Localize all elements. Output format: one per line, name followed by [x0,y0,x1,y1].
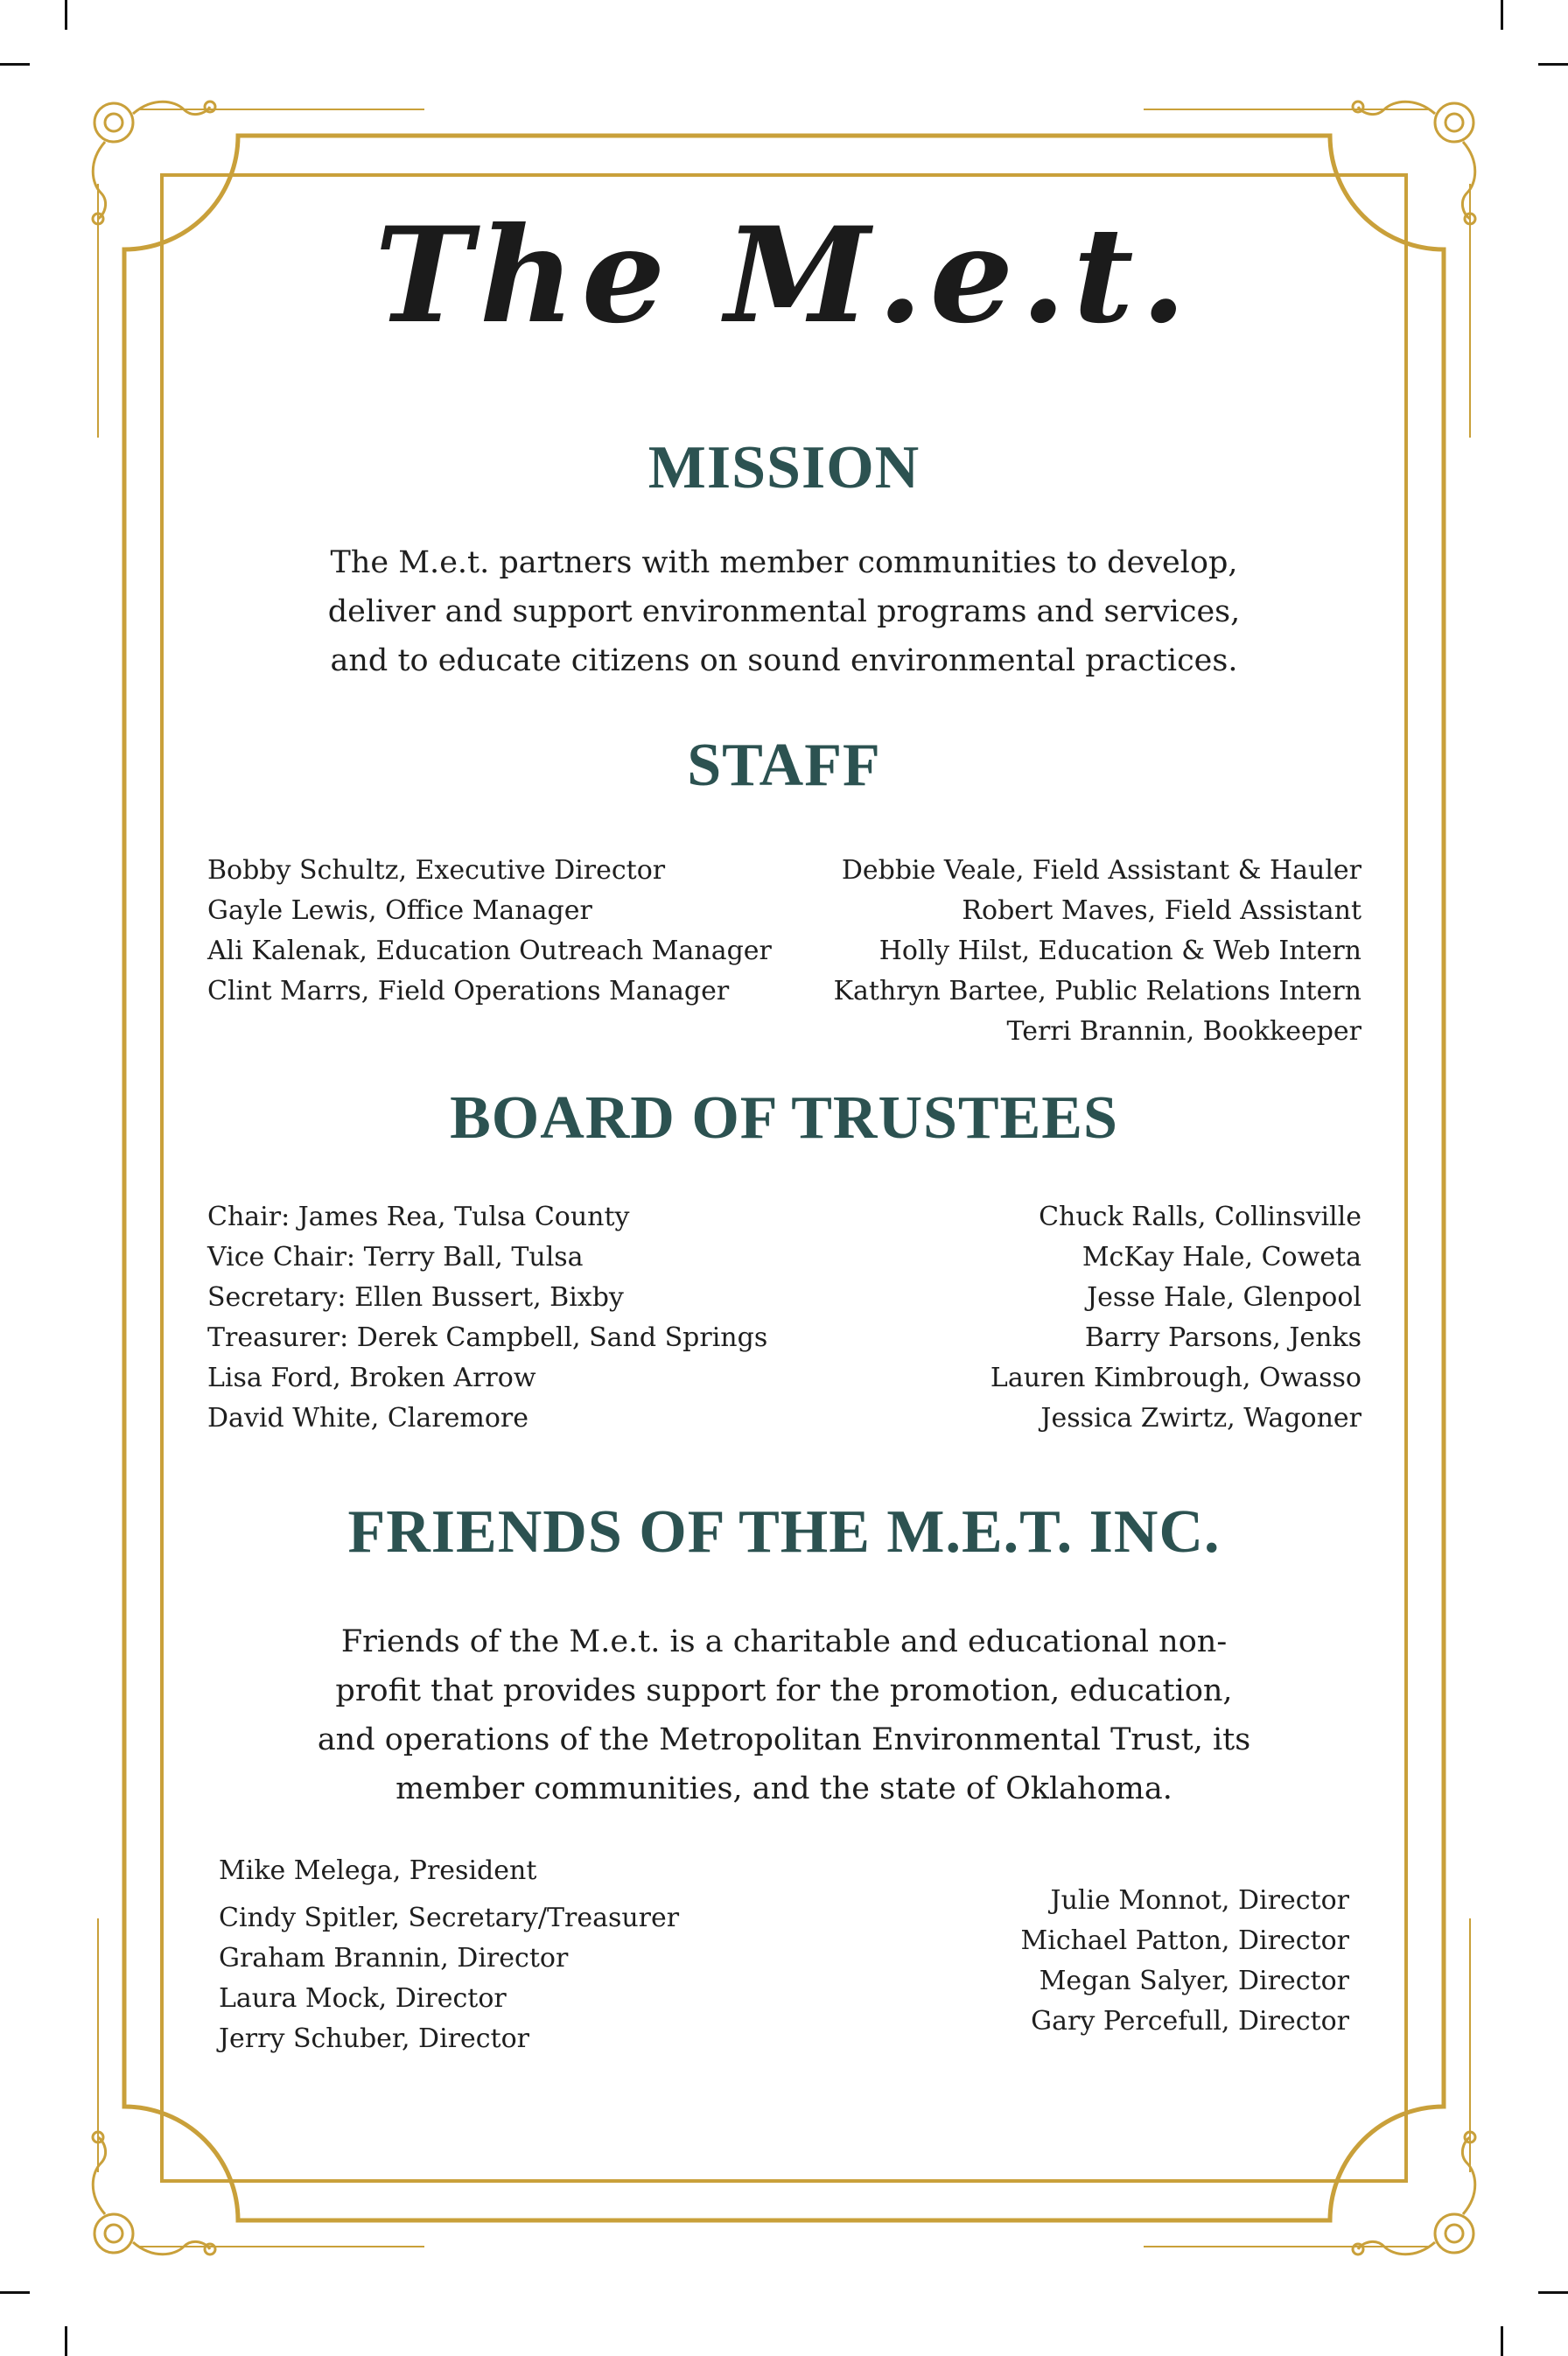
friends-heading: FRIENDS OF THE M.E.T. INC. [347,1498,1221,1566]
staff-list-right [834,851,1362,1052]
flourish-top-left [93,102,215,224]
staff-member: Gayle Lewis, Office Manager [207,895,592,926]
trustee: Barry Parsons, Jenks [1084,1322,1362,1353]
flourish-bottom-left [93,2132,215,2254]
trustee: Secretary: Ellen Bussert, Bixby [207,1282,624,1313]
friends-line: Friends of the M.e.t. is a charitable and educational non- [340,1624,1228,1659]
friends-member: Cindy Spitler, Secretary/Treasurer [219,1903,680,1933]
friends-member: Julie Monnot, Director [1050,1885,1349,1916]
trustee: Vice Chair: Terry Ball, Tulsa [207,1242,584,1273]
flourish-bottom-right [1353,2132,1475,2254]
trustee: Chuck Ralls, Collinsville [1039,1202,1362,1232]
friends-member: Michael Patton, Director [1020,1925,1349,1956]
friends-member: Graham Brannin, Director [219,1943,569,1974]
friends-list-right [1021,1881,1350,2042]
friends-member: Gary Percefull, Director [1031,2006,1349,2037]
trustee: Jessica Zwirtz, Wagoner [1040,1403,1362,1434]
mission-line: The M.e.t. partners with member communities to develop, [330,545,1238,580]
friends-paragraph [0,1617,1568,1813]
staff-list-left [207,851,772,1012]
mission-paragraph [0,538,1568,685]
friends-member: Laura Mock, Director [219,1983,507,2014]
trustee: McKay Hale, Coweta [1082,1242,1362,1273]
staff-heading: STAFF [687,732,881,799]
friends-line: member communities, and the state of Oklahoma. [396,1771,1172,1806]
trustee: David White, Claremore [207,1403,528,1434]
mission-heading: MISSION [648,434,920,501]
friends-line: profit that provides support for the promotion, education, [335,1673,1233,1708]
trustee: Treasurer: Derek Campbell, Sand Springs [207,1322,768,1353]
trustee: Chair: James Rea, Tulsa County [207,1202,630,1232]
staff-member: Terri Brannin, Bookkeeper [1006,1016,1362,1047]
trustee: Lauren Kimbrough, Owasso [990,1363,1362,1393]
board-heading: BOARD OF TRUSTEES [450,1084,1118,1152]
friends-list-left [219,1851,679,2059]
staff-member: Bobby Schultz, Executive Director [207,855,666,886]
friends-member: Megan Salyer, Director [1039,1966,1349,1996]
board-list-right [990,1197,1362,1439]
trustee: Jesse Hale, Glenpool [1087,1282,1362,1313]
mission-line: deliver and support environmental programs and services, [327,594,1241,629]
friends-member: Jerry Schuber, Director [219,2023,530,2054]
staff-member: Ali Kalenak, Education Outreach Manager [207,936,772,966]
flourish-top-right [1353,102,1475,224]
board-list-left [207,1197,767,1439]
mission-line: and to educate citizens on sound environmental practices. [330,643,1238,678]
staff-member: Robert Maves, Field Assistant [962,895,1362,926]
staff-member: Holly Hilst, Education & Web Intern [878,936,1362,966]
trustee: Lisa Ford, Broken Arrow [207,1363,536,1393]
friends-line: and operations of the Metropolitan Environmental Trust, its [317,1722,1251,1757]
page-title: The M.e.t. [374,199,1194,353]
staff-member: Kathryn Bartee, Public Relations Intern [833,976,1362,1006]
staff-member: Debbie Veale, Field Assistant & Hauler [841,855,1362,886]
staff-member: Clint Marrs, Field Operations Manager [207,976,730,1006]
friends-member: Mike Melega, President [219,1855,537,1886]
